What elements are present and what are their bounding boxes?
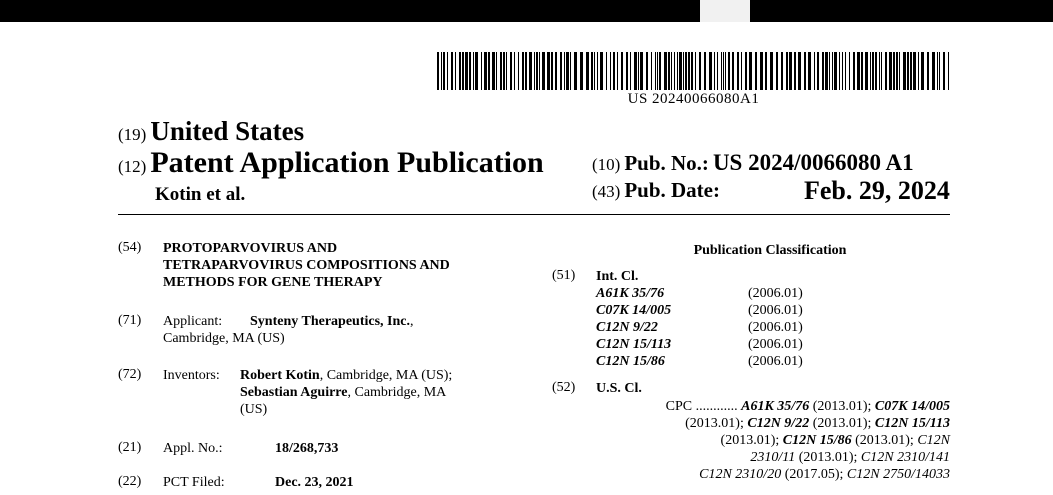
applicant: Synteny Therapeutics, Inc., [250, 314, 414, 329]
publication-type: Patent Application Publication [150, 146, 544, 179]
barcode-bar [691, 52, 693, 90]
barcode-bar [657, 52, 658, 90]
header-divider [118, 214, 950, 215]
barcode-bar [737, 52, 739, 90]
barcode-bar [597, 52, 598, 90]
barcode-bar [580, 52, 583, 90]
barcode-bar [932, 52, 935, 90]
barcode-bar [853, 52, 855, 90]
inid-code-21: (21) [118, 440, 142, 455]
barcode-bar [918, 52, 919, 90]
barcode-bar [834, 52, 837, 90]
int-cl-class: C07K 14/005 [596, 303, 672, 318]
pub-number-label: Pub. No.: [624, 151, 709, 175]
barcode-bar [893, 52, 895, 90]
barcode-bar [475, 52, 478, 90]
barcode-bar [786, 52, 788, 90]
barcode-bar [542, 52, 545, 90]
barcode-bar [626, 52, 628, 90]
barcode-bar [825, 52, 828, 90]
barcode-bar [518, 52, 519, 90]
int-cl-class: C12N 9/22 [596, 320, 658, 335]
classification-heading: Publication Classification [693, 243, 847, 258]
barcode-bar [704, 52, 706, 90]
title-line: TETRAPARVOVIRUS COMPOSITIONS AND [163, 258, 450, 273]
barcode-bar [570, 52, 571, 90]
barcode-bar [564, 52, 565, 90]
cpc-classifications: CPC ............ A61K 35/76 (2013.01); C07K 14/005 (2013.01); C12N 9/22 (2013.01); C12N 15/113 (2013.01); C12N 15/86 (2013.01); C12N 2310/11 (2013.01); C12N 2310/141 C12N 2310/20 (2017.05); C12N 2750/14033 [665, 399, 950, 482]
inid-code-52: (52) [552, 380, 576, 395]
barcode-bar [870, 52, 871, 90]
barcode-bar [943, 52, 945, 90]
cpc-class: C12N 2310/141 [860, 450, 950, 465]
cpc-class: A61K 35/76 [741, 399, 810, 414]
barcode-bar [547, 52, 550, 90]
barcode-bar [591, 52, 593, 90]
applicant-name: Synteny Therapeutics, Inc. [250, 314, 410, 329]
cpc-class: C07K 14/005 [874, 399, 950, 414]
barcode-bar [728, 52, 730, 90]
barcode-bar [465, 52, 468, 90]
barcode-bar [659, 52, 661, 90]
barcode-bar [529, 52, 532, 90]
barcode-bar [539, 52, 540, 90]
inid-code-43: (43) [592, 182, 621, 201]
int-cl-version: (2006.01) [748, 337, 803, 352]
barcode-bar [899, 52, 900, 90]
barcode-bar [903, 52, 906, 90]
int-cl-version: (2006.01) [748, 354, 803, 369]
barcode-bar [808, 52, 811, 90]
barcode-bar [668, 52, 670, 90]
country: United States [150, 116, 305, 146]
barcode-bar [634, 52, 637, 90]
barcode-bar [709, 52, 712, 90]
barcode-bar [566, 52, 569, 90]
barcode-bar [832, 52, 833, 90]
cpc-class: C12N 15/86 [782, 433, 852, 448]
barcode-bar [594, 52, 595, 90]
pub-date: Feb. 29, 2024 [804, 176, 950, 205]
pub-date-label: Pub. Date: [624, 178, 720, 202]
int-cl-label: Int. Cl. [596, 269, 639, 284]
cpc-class: 2310/11 [750, 450, 796, 465]
barcode-bar [937, 52, 938, 90]
appl-no: 18/268,733 [275, 441, 339, 456]
barcode-bar [525, 52, 527, 90]
cpc-class: C12N 15/113 [874, 416, 950, 431]
barcode-bar [829, 52, 830, 90]
barcode-bar [913, 52, 916, 90]
barcode-bar [749, 52, 752, 90]
barcode-bar [948, 52, 949, 90]
barcode-bar [741, 52, 742, 90]
barcode-bar [514, 52, 515, 90]
barcode-bar [586, 52, 589, 90]
inventor-name: Robert Kotin [240, 368, 320, 383]
barcode-bar [640, 52, 643, 90]
inid-code-19: (19) [118, 125, 147, 144]
barcode-bar [555, 52, 557, 90]
barcode-bar [770, 52, 773, 90]
barcode-bar [459, 52, 461, 90]
pct-filed-date: Dec. 23, 2021 [275, 475, 354, 490]
barcode-bar [714, 52, 715, 90]
barcode-bar [522, 52, 524, 90]
pct-filed-label: PCT Filed: [163, 475, 225, 490]
barcode-bar [699, 52, 701, 90]
barcode-bar [492, 52, 495, 90]
barcode-bar [506, 52, 507, 90]
inventor-location: , Cambridge, MA (US); [319, 368, 453, 383]
barcode-bar [462, 52, 464, 90]
barcode-bar [927, 52, 929, 90]
inventors-label: Inventors: [163, 368, 220, 383]
barcode-bar [717, 52, 718, 90]
us-cl-label: U.S. Cl. [596, 381, 642, 396]
barcode-bar [437, 52, 439, 90]
barcode-bar [683, 52, 684, 90]
barcode-bar [664, 52, 667, 90]
barcode-bar [473, 52, 474, 90]
barcode-bar [551, 52, 553, 90]
barcode-bar [872, 52, 874, 90]
barcode-bar [881, 52, 882, 90]
barcode-bar [481, 52, 482, 90]
barcode-bar [695, 52, 696, 90]
cpc-class: C12N 9/22 [747, 416, 810, 431]
title-line: PROTOPARVOVIRUS AND [163, 241, 338, 256]
cpc-label: CPC [665, 399, 693, 414]
barcode-bar [630, 52, 631, 90]
appl-no-label: Appl. No.: [163, 441, 223, 456]
barcode-bar [510, 52, 512, 90]
barcode-bar [447, 52, 448, 90]
inventor-name: Sebastian Aguirre [240, 385, 348, 400]
barcode-bar [939, 52, 940, 90]
barcode-bar [617, 52, 618, 90]
barcode-bar [606, 52, 607, 90]
barcode-bar [503, 52, 505, 90]
cpc-dots: ............ [695, 399, 738, 414]
barcode-bar [798, 52, 801, 90]
barcode-bar [484, 52, 487, 90]
barcode-bar [671, 52, 672, 90]
barcode-bar [885, 52, 887, 90]
inid-code-12: (12) [118, 157, 147, 176]
barcode [437, 52, 950, 90]
barcode-bar [804, 52, 806, 90]
barcode-bar [839, 52, 840, 90]
barcode-bar [646, 52, 648, 90]
publication-type-row [118, 146, 544, 180]
inid-code-72: (72) [118, 367, 142, 382]
barcode-bar [865, 52, 868, 90]
int-cl-class: C12N 15/86 [596, 354, 665, 369]
barcode-bar [814, 52, 815, 90]
invention-title [163, 240, 543, 291]
barcode-bar [721, 52, 722, 90]
barcode-bar [845, 52, 846, 90]
inventor-country: (US) [240, 402, 268, 417]
barcode-bar [723, 52, 724, 90]
barcode-bar [732, 52, 734, 90]
barcode-bar [455, 52, 456, 90]
pub-number-row [592, 150, 914, 176]
barcode-bar [600, 52, 603, 90]
cpc-class: C12N [917, 433, 950, 448]
barcode-bar [879, 52, 880, 90]
barcode-bar [725, 52, 726, 90]
inid-code-22: (22) [118, 474, 142, 489]
barcode-bar [910, 52, 912, 90]
int-cl-version: (2006.01) [748, 286, 803, 301]
barcode-bar [677, 52, 678, 90]
barcode-bar [822, 52, 824, 90]
barcode-bar [560, 52, 562, 90]
barcode-bar [651, 52, 652, 90]
inid-code-54: (54) [118, 240, 142, 255]
barcode-bar [921, 52, 924, 90]
barcode-bar [896, 52, 898, 90]
barcode-number: US 20240066080A1 [627, 91, 760, 107]
barcode-bar [794, 52, 796, 90]
barcode-bar [889, 52, 892, 90]
barcode-bar [685, 52, 687, 90]
barcode-bar [745, 52, 747, 90]
barcode-bar [621, 52, 623, 90]
barcode-bar [688, 52, 690, 90]
inid-code-71: (71) [118, 313, 142, 328]
int-cl-version: (2006.01) [748, 303, 803, 318]
inid-code-51: (51) [552, 268, 576, 283]
barcode-bar [488, 52, 490, 90]
barcode-bar [857, 52, 860, 90]
barcode-bar [789, 52, 792, 90]
int-cl-class: C12N 15/113 [596, 337, 672, 352]
barcode-bar [755, 52, 757, 90]
barcode-bar [765, 52, 767, 90]
inventors-short: Kotin et al. [155, 184, 246, 205]
barcode-bar [536, 52, 538, 90]
title-line: METHODS FOR GENE THERAPY [163, 275, 383, 290]
barcode-bar [817, 52, 819, 90]
barcode-bar [534, 52, 535, 90]
barcode-bar [760, 52, 763, 90]
applicant-location: Cambridge, MA (US) [163, 331, 285, 346]
inid-code-10: (10) [592, 155, 621, 174]
top-bar-tab [700, 0, 750, 22]
inventor-location: , Cambridge, MA [347, 385, 447, 400]
barcode-bar [655, 52, 656, 90]
barcode-bar [849, 52, 850, 90]
cpc-class: C12N 2310/20 [699, 467, 782, 482]
barcode-bar [496, 52, 497, 90]
pub-number: US 2024/0066080 A1 [712, 150, 914, 175]
inventors-list [240, 367, 510, 418]
barcode-bar [610, 52, 611, 90]
barcode-bar [679, 52, 682, 90]
cpc-class: C12N 2750/14033 [846, 467, 950, 482]
barcode-bar [500, 52, 502, 90]
barcode-bar [638, 52, 639, 90]
barcode-bar [907, 52, 909, 90]
barcode-bar [875, 52, 877, 90]
barcode-bar [441, 52, 442, 90]
barcode-bar [574, 52, 577, 90]
int-cl-class: A61K 35/76 [596, 286, 665, 301]
barcode-bar [776, 52, 778, 90]
barcode-bar [469, 52, 471, 90]
int-cl-version: (2006.01) [748, 320, 803, 335]
barcode-bar [674, 52, 675, 90]
pub-date-row [592, 178, 720, 203]
country-row [118, 116, 304, 147]
barcode-bar [451, 52, 453, 90]
barcode-bar [781, 52, 783, 90]
barcode-bar [613, 52, 615, 90]
top-bar [0, 0, 1053, 22]
barcode-bar [443, 52, 445, 90]
barcode-bar [861, 52, 863, 90]
applicant-label: Applicant: [163, 314, 223, 329]
barcode-bar [842, 52, 843, 90]
